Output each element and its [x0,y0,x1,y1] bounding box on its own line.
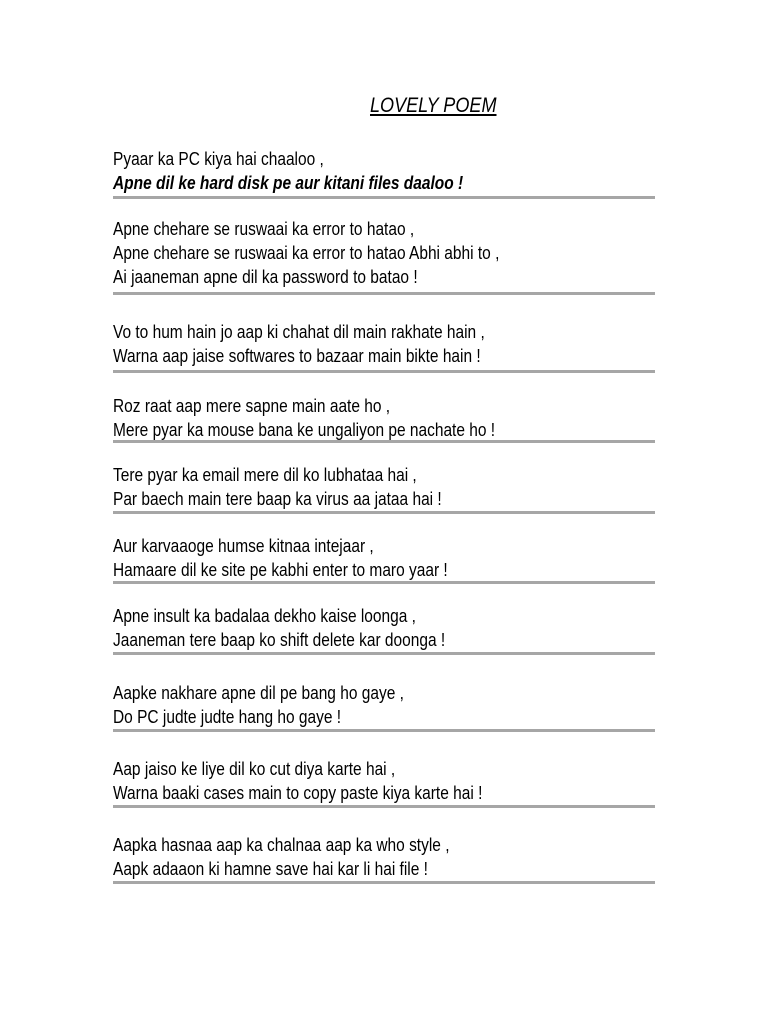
poem-line: Aapka hasnaa aap ka chalnaa aap ka who style , [113,835,450,855]
stanza-8 [113,681,655,729]
poem-line: Pyaar ka PC kiya hai chaaloo , [113,149,324,169]
poem-line: Tere pyar ka email mere dil ko lubhataa hai , [113,465,417,485]
stanza-divider [113,440,655,443]
stanza-divider [113,729,655,732]
poem-line: Aap jaiso ke liye dil ko cut diya karte hai , [113,759,396,779]
poem-line: Jaaneman tere baap ko shift delete kar doonga ! [113,630,446,650]
poem-line: Apne chehare se ruswaai ka error to hatao , [113,219,415,239]
stanza-divider [113,581,655,584]
stanza-6 [113,534,655,582]
stanza-divider [113,196,655,199]
stanza-4 [113,394,655,442]
stanza-divider [113,511,655,514]
stanza-1 [113,147,655,195]
poem-line: Apne dil ke hard disk pe aur kitani files daaloo ! [113,173,464,193]
poem-line: Apne insult ka badalaa dekho kaise loonga , [113,606,416,626]
stanza-divider [113,370,655,373]
stanza-3 [113,320,655,368]
poem-line: Aapk adaaon ki hamne save hai kar li hai file ! [113,859,428,879]
stanza-9 [113,757,655,805]
page-title: LOVELY POEM [370,94,497,117]
poem-line: Vo to hum hain jo aap ki chahat dil main rakhate hain , [113,322,485,342]
poem-line: Aur karvaaoge humse kitnaa intejaar , [113,536,374,556]
poem-line: Warna baaki cases main to copy paste kiya karte hai ! [113,783,483,803]
poem-line: Hamaare dil ke site pe kabhi enter to maro yaar ! [113,560,448,580]
stanza-2 [113,217,655,289]
stanza-divider [113,881,655,884]
stanza-divider [113,292,655,295]
poem-line: Mere pyar ka mouse bana ke ungaliyon pe nachate ho ! [113,420,496,440]
poem-line: Ai jaaneman apne dil ka password to batao ! [113,267,418,287]
poem-line: Do PC judte judte hang ho gaye ! [113,707,342,727]
poem-line: Warna aap jaise softwares to bazaar main bikte hain ! [113,346,481,366]
poem-line: Apne chehare se ruswaai ka error to hatao Abhi abhi to , [113,243,500,263]
stanza-5 [113,463,655,511]
stanza-divider [113,652,655,655]
poem-line: Par baech main tere baap ka virus aa jataa hai ! [113,489,442,509]
stanza-10 [113,833,655,881]
poem-line: Aapke nakhare apne dil pe bang ho gaye , [113,683,404,703]
stanza-7 [113,604,655,652]
poem-line: Roz raat aap mere sapne main aate ho , [113,396,391,416]
stanza-divider [113,805,655,808]
